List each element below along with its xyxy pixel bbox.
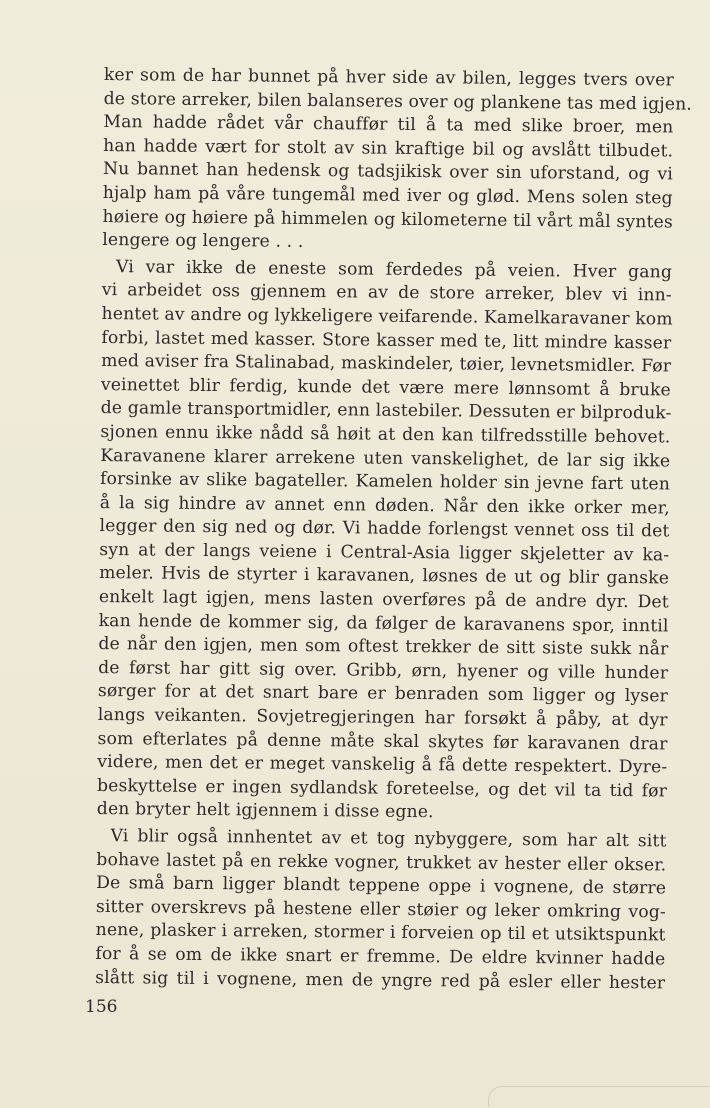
text-line: legger den sig ned og dør. Vi hadde forlengst vennet oss til det bbox=[99, 516, 670, 542]
text-line: den bryter helt igjennem i disse egne. bbox=[96, 799, 434, 823]
text-line: meler. Hvis de styrter i karavanen, løsnes de ut og blir ganske bbox=[99, 563, 670, 589]
body-text bbox=[95, 64, 693, 996]
text-line: beskyttelse er ingen sydlandsk foreteelse, og det vil ta tid før bbox=[96, 775, 668, 802]
text-line: langs veikanten. Sovjetregjeringen har forsøkt å påby, at dyr bbox=[97, 705, 668, 731]
text-line: lengere og lengere . . . bbox=[102, 230, 304, 253]
text-line: å la sig hindre av annet enn døden. Når den ikke orker mer, bbox=[99, 492, 670, 519]
text-line: sørger for at det snart bare er benraden som ligger og lyser bbox=[97, 681, 669, 707]
text-line: de når den igjen, men som oftest trekker de sitt siste sukk når bbox=[98, 634, 669, 660]
text-line: Vi var ikke de eneste som ferdedes på veien. Hver gang bbox=[115, 256, 673, 283]
text-line: vi arbeidet oss gjennem en av de store arreker, blev vi inn- bbox=[101, 280, 672, 306]
text-line: med aviser fra Stalinabad, maskindeler, tøier, levnetsmidler. Før bbox=[101, 351, 672, 377]
text-line: Vi blir også innhentet av et tog nybyggere, som har alt sitt bbox=[110, 826, 667, 852]
text-line: forbi, lastet med kasser. Store kasser med te, litt mindre kasser bbox=[101, 327, 672, 353]
text-line: slått sig til i vognene, men de yngre red på esler eller hester bbox=[95, 967, 666, 993]
text-line: han hadde vært for stolt av sin kraftige bil og avslått tilbudet. bbox=[103, 135, 674, 162]
text-line: som efterlates på denne måte skal skytes før karavanen drar bbox=[97, 728, 668, 755]
text-line: hjalp ham på våre tungemål med iver og glød. Mens solen steg bbox=[102, 182, 673, 209]
text-line: veinettet blir ferdig, kunde det være mere lønnsomt å bruke bbox=[100, 374, 671, 401]
text-line: nene, plasker i arreken, stormer i forveien op til et utsiktspunkt bbox=[95, 920, 666, 946]
text-line: hentet av andre og lykkeligere veifarende. Kamelkaravaner kom bbox=[101, 303, 673, 330]
text-line: Karavanene klarer arrekene uten vanskelighet, de lar sig ikke bbox=[100, 445, 671, 471]
page-number: 156 bbox=[85, 997, 118, 1017]
text-line: forsinke av slike bagateller. Kamelen holder sin jevne fart uten bbox=[99, 469, 671, 495]
text-line: sjonen ennu ikke nådd så høit at den kan tilfredsstille behovet. bbox=[100, 421, 671, 448]
text-line: kan hende de kommer sig, da følger de karavanens spor, inntil bbox=[98, 610, 669, 637]
text-line: sitter overskrevs på hestene eller støier og leker omkring vog- bbox=[95, 896, 666, 923]
text-line: bohave lastet på en rekke vogner, trukket av hester eller okser. bbox=[96, 849, 667, 876]
text-line: de store arreker, bilen balanseres over og plankene tas med igjen. bbox=[103, 88, 693, 115]
text-line: De små barn ligger blandt teppene oppe i vognene, de større bbox=[96, 873, 667, 899]
text-line: Nu bannet han hedensk og tadsjikisk over sin uforstand, og vi bbox=[102, 159, 674, 185]
text-line: de gamle transportmidler, enn lastebiler. Dessuten er bilproduk- bbox=[100, 398, 672, 424]
text-line: de først har gitt sig over. Gribb, ørn, hyener og ville hunder bbox=[98, 657, 669, 684]
text-line: ker som de har bunnet på hver side av bilen, legges tvers over bbox=[103, 64, 674, 91]
text-line: enkelt lagt igjen, mens lasten overføres på de andre dyr. Det bbox=[98, 587, 669, 613]
page-edge-decoration bbox=[488, 1086, 709, 1107]
text-line: videre, men det er meget vanskelig å få dette respektert. Dyre- bbox=[97, 752, 668, 778]
text-line: for å se om de ikke snart er fremme. De eldre kvinner hadde bbox=[95, 943, 666, 970]
text-line: høiere og høiere på himmelen og kilometerne til vårt mål syntes bbox=[102, 206, 673, 233]
text-line: Man hadde rådet vår chauffør til å ta med slike broer, men bbox=[103, 112, 674, 138]
text-line: syn at der langs veiene i Central-Asia ligger skjeletter av ka- bbox=[99, 539, 670, 566]
